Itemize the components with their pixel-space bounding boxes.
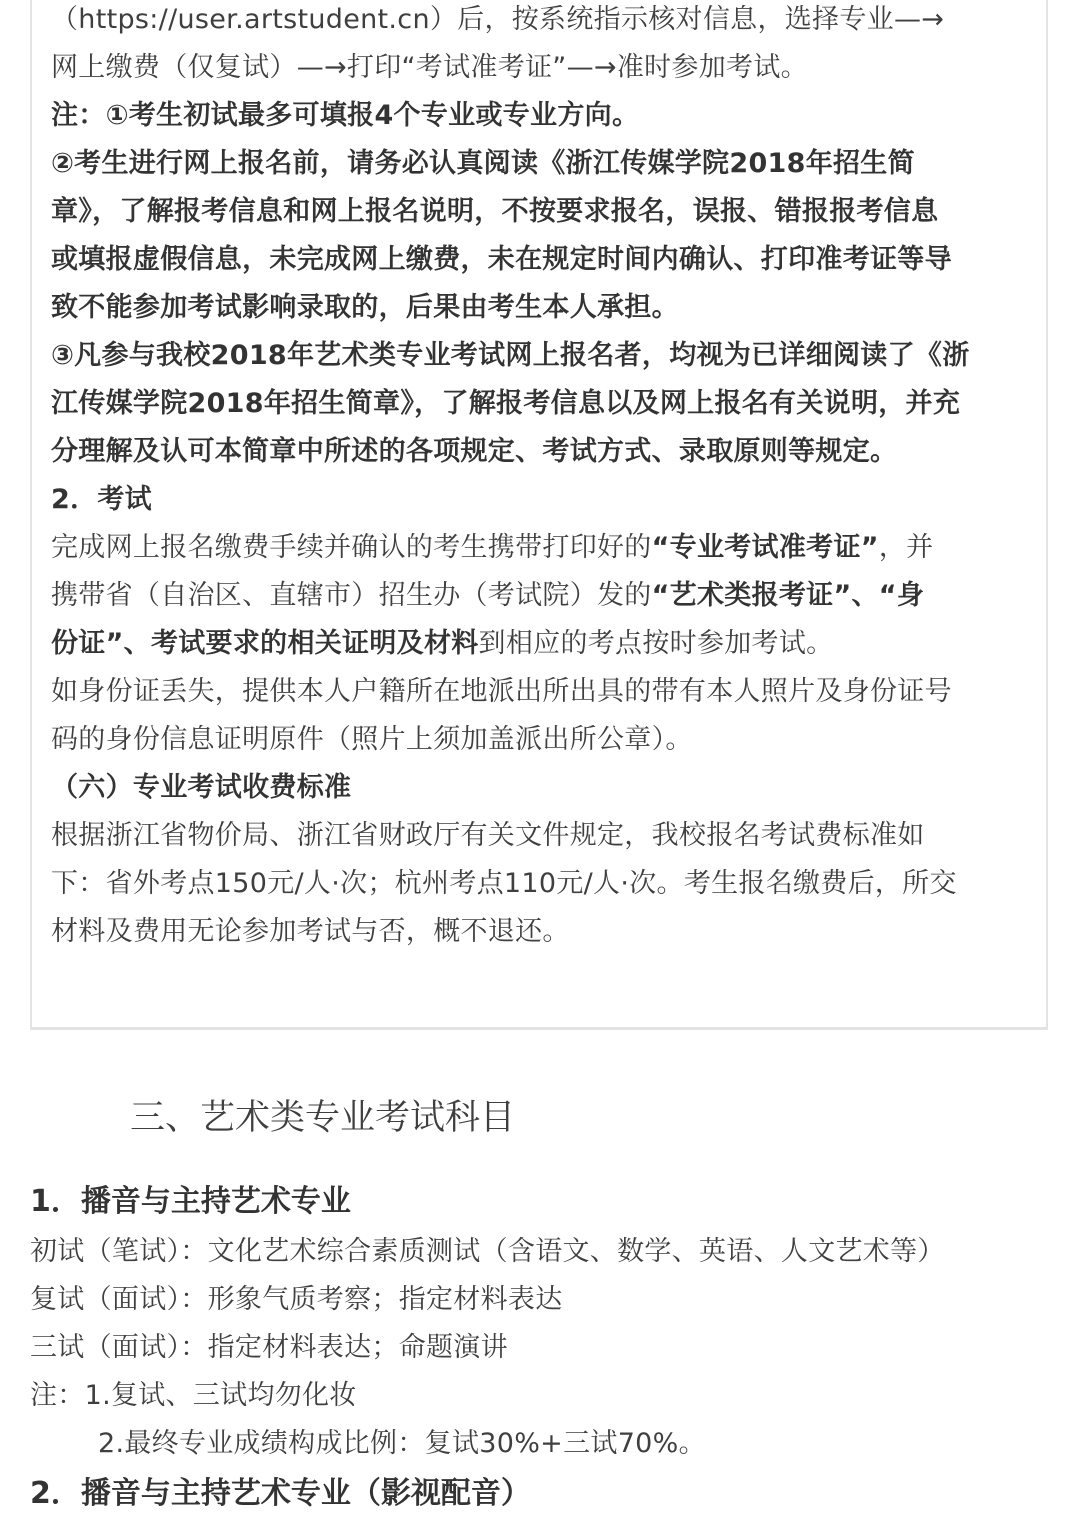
exam-paragraph-line-3 [51,620,1041,668]
fee-heading: （六）专业考试收费标准 [51,772,352,803]
subject-1-first-exam: 初试（笔试）：文化艺术综合素质测试（含语文、数学、英语、人文艺术等） [30,1236,945,1267]
exam-emphasis: “艺术类报考证”、“身 [651,580,925,611]
note-3-line-1: ③凡参与我校2018年艺术类专业考试网上报名者，均视为已详细阅读了《浙 [51,340,970,371]
subject-1-third-exam: 三试（面试）：指定材料表达；命题演讲 [30,1332,508,1363]
exam-text: ，并 [878,532,934,563]
note-3-line-2: 江传媒学院2018年招生简章》，了解报考信息以及网上报名有关说明，并充 [51,388,961,419]
subject-1-note-1: 注：1.复试、三试均勿化妆 [30,1380,357,1411]
lost-id-line-1: 如身份证丢失，提供本人户籍所在地派出所出具的带有本人照片及身份证号 [51,676,952,707]
lost-id-line-2: 码的身份信息证明原件（照片上须加盖派出所公章）。 [51,724,693,755]
exam-emphasis: “专业考试准考证” [651,532,879,563]
note-3-line-3: 分理解及认可本简章中所述的各项规定、考试方式、录取原则等规定。 [51,436,898,467]
info-card-content [51,0,1041,956]
fee-line-1: 根据浙江省物价局、浙江省财政厅有关文件规定，我校报名考试费标准如 [51,820,925,851]
subject-2-heading: 2．播音与主持艺术专业（影视配音） [30,1476,531,1511]
exam-text: 到相应的考点按时参加考试。 [478,628,834,659]
fee-line-2: 下：省外考点150元/人·次；杭州考点110元/人·次。考生报名缴费后，所交 [51,868,957,899]
exam-emphasis: 份证”、考试要求的相关证明及材料 [51,628,479,659]
exam-paragraph-line-2 [51,572,1041,620]
subject-1-note-2: 2.最终专业成绩构成比例：复试30%+三试70%。 [98,1428,706,1459]
subject-1-heading: 1．播音与主持艺术专业 [30,1184,351,1219]
section-title: 三、艺术类专业考试科目 [130,1098,516,1138]
note-2-line-2: 章》，了解报考信息和网上报名说明，不按要求报名，误报、错报报考信息 [51,196,939,227]
registration-steps-line-2: 网上缴费（仅复试）—→打印“考试准考证”—→准时参加考试。 [51,52,808,83]
exam-text: 完成网上报名缴费手续并确认的考生携带打印好的 [51,532,652,563]
registration-steps-line-1: （https://user.artstudent.cn）后，按系统指示核对信息，选择专业—→ [51,4,945,35]
note-1: 注：①考生初试最多可填报4个专业或专业方向。 [51,100,640,131]
exam-heading: 2．考试 [51,484,152,515]
exam-text: 携带省（自治区、直辖市）招生办（考试院）发的 [51,580,652,611]
note-2-line-3: 或填报虚假信息，未完成网上缴费，未在规定时间内确认、打印准考证等导 [51,244,952,275]
exam-paragraph-line-1 [51,524,1041,572]
note-2-line-1: ②考生进行网上报名前，请务必认真阅读《浙江传媒学院2018年招生简 [51,148,915,179]
info-card [30,0,1048,1030]
note-2-line-4: 致不能参加考试影响录取的，后果由考生本人承担。 [51,292,679,323]
fee-line-3: 材料及费用无论参加考试与否，概不退还。 [51,916,570,947]
exam-subjects [30,1176,1060,1520]
subject-1-second-exam: 复试（面试）：形象气质考察；指定材料表达 [30,1284,563,1315]
